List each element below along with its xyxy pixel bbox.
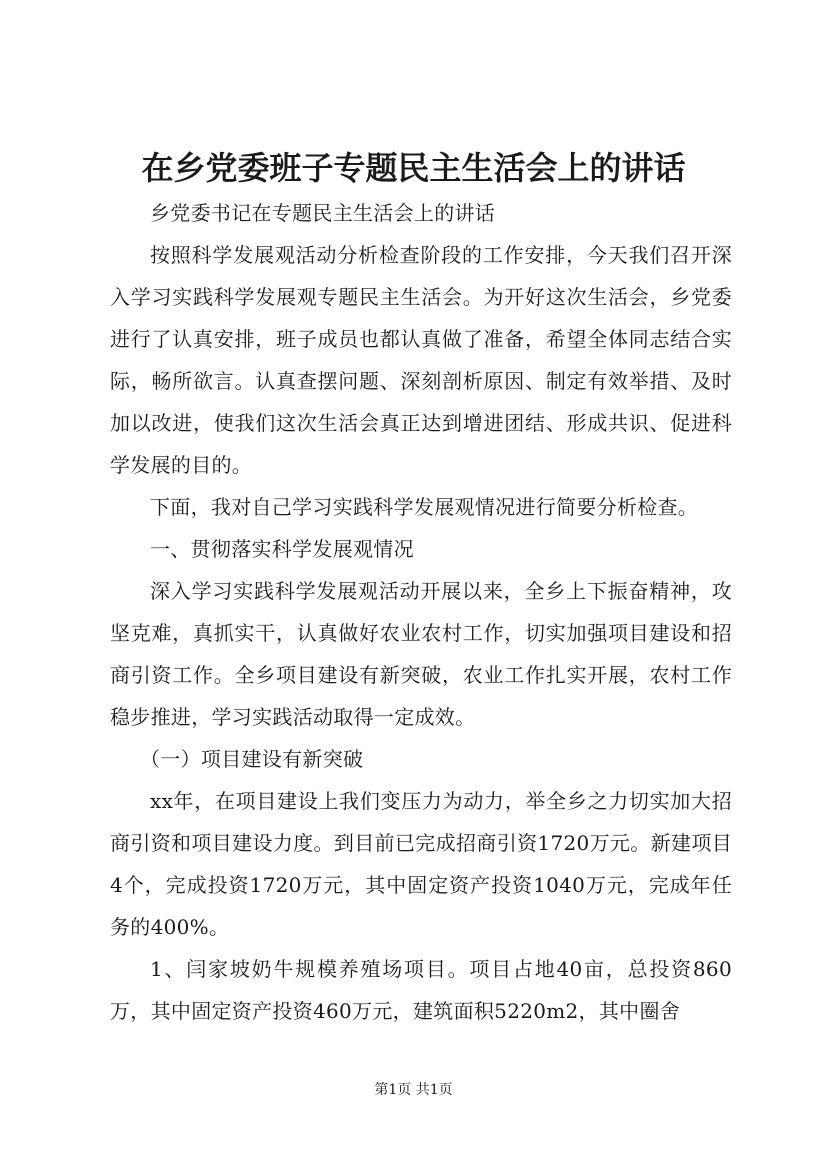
paragraph-subtitle: 乡党委书记在专题民主生活会上的讲话 [150,201,496,225]
page-footer: 第1页 共1页 [374,1082,453,1098]
paragraph-intro: 按照科学发展观活动分析检查阶段的工作安排，今天我们召开深入学习实践科学发展观专题民主生活会。为开好这次生活会，乡党委进行了认真安排，班子成员也都认真做了准备，希望全体同志结合实际，畅所欲言。认真查摆问题、深刻剖析原因、制定有效举措、及时加以改进，使我们这次生活会真正达到增进团结、形成共识、促进科学发展的目的。 [110,243,732,477]
paragraph-overview: 下面，我对自己学习实践科学发展观情况进行简要分析检查。 [150,495,699,519]
paragraph-projects: xx年，在项目建设上我们变压力为动力，举全乡之力切实加大招商引资和项目建设力度。到目前已完成招商引资1720万元。新建项目4个，完成投资1720万元，其中固定资产投资1040万元，完成年任务的400%。 [110,789,732,939]
document-body [110,192,732,1032]
subsection-heading-1: （一）项目建设有新突破 [140,747,364,771]
paragraph-project-1: 1、闫家坡奶牛规模养殖场项目。项目占地40亩，总投资860万，其中固定资产投资460万元，建筑面积5220m2，其中圈舍 [110,957,732,1023]
paragraph-section-1: 深入学习实践科学发展观活动开展以来，全乡上下振奋精神，攻坚克难，真抓实干，认真做好农业农村工作，切实加强项目建设和招商引资工作。全乡项目建设有新突破，农业工作扎实开展，农村工作稳步推进，学习实践活动取得一定成效。 [110,579,732,729]
document-title: 在乡党委班子专题民主生活会上的讲话 [141,149,686,187]
section-heading-1: 一、贯彻落实科学发展观情况 [150,537,414,561]
